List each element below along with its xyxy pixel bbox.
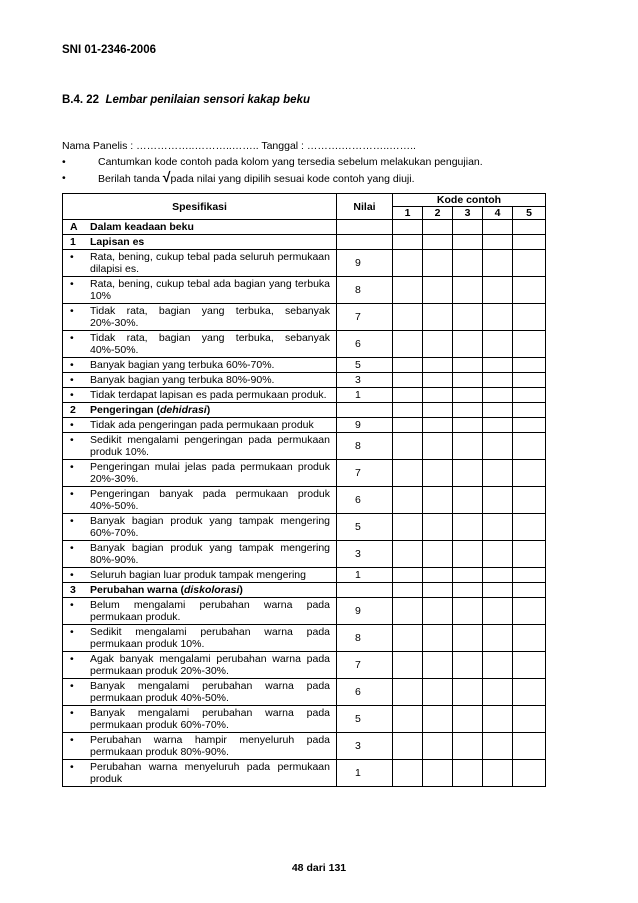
table-row [63, 598, 546, 625]
nilai-value: 3 [337, 541, 393, 568]
section-key: 2 [70, 404, 76, 416]
kode-contoh-entry-cell[interactable] [483, 760, 513, 787]
nilai-cell [337, 583, 393, 598]
section-heading-label: Pengeringan ( [90, 404, 161, 416]
nilai-value: 8 [337, 625, 393, 652]
bullet: • [62, 156, 66, 168]
bullet: • [70, 599, 74, 611]
specification-cell [63, 568, 337, 583]
kode-contoh-entry-cell[interactable] [453, 373, 483, 388]
kode-contoh-entry-cell[interactable] [393, 541, 423, 568]
table-row [63, 433, 546, 460]
kode-contoh-entry-cell [483, 220, 513, 235]
kode-contoh-entry-cell[interactable] [483, 541, 513, 568]
nilai-value: 9 [337, 250, 393, 277]
specification-text: Banyak mengalami perubahan warna pada permukaan produk 40%-50%. [90, 680, 330, 704]
specification-text: Tidak terdapat lapisan es pada permukaan produk. [90, 389, 327, 401]
kode-contoh-entry-cell[interactable] [513, 514, 546, 541]
nilai-value: 6 [337, 679, 393, 706]
kode-number: 3 [453, 207, 483, 220]
kode-contoh-entry-cell[interactable] [483, 460, 513, 487]
table-row [63, 250, 546, 277]
table-row [63, 373, 546, 388]
table-row [63, 652, 546, 679]
kode-contoh-entry-cell[interactable] [513, 541, 546, 568]
section-key: 1 [70, 236, 76, 248]
kode-contoh-entry-cell [393, 583, 423, 598]
specification-text: Tidak ada pengeringan pada permukaan produk [90, 419, 314, 431]
specification-text: Tidak rata, bagian yang terbuka, sebanyak 20%-30%. [90, 305, 330, 329]
bullet: • [70, 680, 74, 692]
bullet: • [70, 542, 74, 554]
nilai-value: 9 [337, 598, 393, 625]
kode-contoh-entry-cell [393, 235, 423, 250]
kode-contoh-entry-cell[interactable] [513, 388, 546, 403]
table-row [63, 331, 546, 358]
kode-contoh-entry-cell[interactable] [453, 760, 483, 787]
nilai-value: 7 [337, 652, 393, 679]
kode-contoh-entry-cell[interactable] [513, 760, 546, 787]
sensory-assessment-table [62, 193, 546, 787]
kode-contoh-entry-cell[interactable] [483, 331, 513, 358]
kode-contoh-entry-cell[interactable] [483, 733, 513, 760]
kode-contoh-entry-cell[interactable] [513, 706, 546, 733]
kode-contoh-entry-cell[interactable] [513, 304, 546, 331]
bullet: • [70, 251, 74, 263]
kode-contoh-entry-cell [483, 403, 513, 418]
kode-contoh-entry-cell[interactable] [513, 331, 546, 358]
nilai-value: 5 [337, 514, 393, 541]
nilai-cell [337, 220, 393, 235]
kode-contoh-entry-cell[interactable] [393, 568, 423, 583]
bullet: • [70, 419, 74, 431]
kode-contoh-entry-cell [423, 583, 453, 598]
nilai-value: 5 [337, 358, 393, 373]
kode-contoh-entry-cell[interactable] [423, 433, 453, 460]
kode-contoh-entry-cell[interactable] [453, 733, 483, 760]
specification-cell [63, 487, 337, 514]
kode-contoh-entry-cell [483, 583, 513, 598]
kode-contoh-entry-cell[interactable] [393, 373, 423, 388]
kode-contoh-entry-cell[interactable] [423, 331, 453, 358]
kode-contoh-entry-cell[interactable] [453, 460, 483, 487]
kode-contoh-entry-cell[interactable] [513, 679, 546, 706]
kode-contoh-entry-cell[interactable] [423, 358, 453, 373]
kode-contoh-entry-cell [513, 220, 546, 235]
kode-contoh-entry-cell[interactable] [423, 541, 453, 568]
kode-contoh-entry-cell [423, 235, 453, 250]
kode-contoh-entry-cell[interactable] [453, 598, 483, 625]
nilai-value: 3 [337, 733, 393, 760]
kode-contoh-entry-cell[interactable] [513, 277, 546, 304]
kode-contoh-entry-cell[interactable] [393, 250, 423, 277]
kode-contoh-entry-cell [423, 220, 453, 235]
table-section-row [63, 583, 546, 598]
bullet: • [70, 653, 74, 665]
kode-contoh-entry-cell[interactable] [423, 373, 453, 388]
kode-contoh-entry-cell[interactable] [393, 460, 423, 487]
document-code: SNI 01-2346-2006 [62, 44, 156, 56]
page-number: 48 dari 131 [291, 862, 347, 874]
section-number: B.4. 22 [62, 94, 100, 106]
specification-text: Sedikit mengalami perubahan warna pada permukaan produk 10%. [90, 626, 330, 650]
table-row [63, 418, 546, 433]
section-heading-suffix: ) [206, 404, 211, 416]
specification-text: Perubahan warna hampir menyeluruh pada permukaan produk 80%-90%. [90, 734, 330, 758]
kode-contoh-entry-cell[interactable] [483, 277, 513, 304]
kode-contoh-entry-cell[interactable] [393, 514, 423, 541]
specification-text: Belum mengalami perubahan warna pada permukaan produk. [90, 599, 330, 623]
specification-text: Seluruh bagian luar produk tampak mengering [90, 569, 306, 581]
bullet: • [70, 569, 74, 581]
instruction-text [98, 169, 415, 185]
specification-cell [63, 541, 337, 568]
instruction-text-pre: Berilah tanda [98, 173, 163, 185]
nilai-value: 6 [337, 487, 393, 514]
kode-contoh-entry-cell[interactable] [453, 514, 483, 541]
table-row [63, 706, 546, 733]
table-row [63, 487, 546, 514]
bullet: • [70, 305, 74, 317]
kode-contoh-entry-cell[interactable] [483, 706, 513, 733]
nilai-value: 1 [337, 760, 393, 787]
kode-contoh-entry-cell[interactable] [453, 568, 483, 583]
kode-contoh-entry-cell[interactable] [453, 418, 483, 433]
bullet: • [70, 332, 74, 344]
bullet: • [70, 761, 74, 773]
kode-contoh-entry-cell[interactable] [483, 358, 513, 373]
kode-contoh-entry-cell[interactable] [483, 373, 513, 388]
nilai-cell [337, 403, 393, 418]
kode-contoh-entry-cell[interactable] [423, 460, 453, 487]
specification-cell [63, 388, 337, 403]
table-row [63, 277, 546, 304]
nilai-value: 3 [337, 373, 393, 388]
table-row [63, 733, 546, 760]
kode-contoh-entry-cell[interactable] [483, 625, 513, 652]
column-header-nilai: Nilai [337, 194, 393, 220]
specification-text: Agak banyak mengalami perubahan warna pada permukaan produk 20%-30%. [90, 653, 330, 677]
kode-contoh-entry-cell[interactable] [513, 433, 546, 460]
kode-contoh-entry-cell[interactable] [453, 625, 483, 652]
kode-contoh-entry-cell[interactable] [393, 652, 423, 679]
table-row [63, 304, 546, 331]
specification-cell [63, 460, 337, 487]
bullet: • [70, 278, 74, 290]
kode-contoh-entry-cell[interactable] [423, 250, 453, 277]
kode-contoh-entry-cell[interactable] [393, 679, 423, 706]
kode-contoh-entry-cell[interactable] [453, 679, 483, 706]
nilai-value: 8 [337, 277, 393, 304]
kode-contoh-entry-cell[interactable] [393, 331, 423, 358]
kode-contoh-entry-cell[interactable] [393, 358, 423, 373]
kode-contoh-entry-cell[interactable] [423, 760, 453, 787]
kode-contoh-entry-cell [453, 583, 483, 598]
kode-contoh-entry-cell[interactable] [393, 433, 423, 460]
section-heading-cell [63, 583, 337, 598]
kode-contoh-entry-cell[interactable] [423, 568, 453, 583]
specification-cell [63, 373, 337, 388]
section-title [62, 94, 310, 106]
kode-contoh-entry-cell[interactable] [483, 598, 513, 625]
specification-text: Banyak bagian yang terbuka 80%-90%. [90, 374, 275, 386]
section-heading-cell [63, 403, 337, 418]
section-heading-label: Lapisan es [90, 236, 145, 248]
table-section-row [63, 403, 546, 418]
kode-contoh-entry-cell[interactable] [513, 358, 546, 373]
nilai-value: 1 [337, 388, 393, 403]
kode-contoh-entry-cell[interactable] [393, 487, 423, 514]
section-heading-cell [63, 235, 337, 250]
section-heading-text [90, 584, 243, 596]
kode-contoh-entry-cell[interactable] [423, 388, 453, 403]
specification-cell [63, 679, 337, 706]
kode-contoh-entry-cell [453, 403, 483, 418]
table-section-row [63, 220, 546, 235]
table-row [63, 760, 546, 787]
kode-contoh-entry-cell[interactable] [513, 598, 546, 625]
table-body [63, 220, 546, 787]
kode-contoh-entry-cell[interactable] [393, 760, 423, 787]
kode-contoh-entry-cell[interactable] [453, 388, 483, 403]
bullet: • [70, 626, 74, 638]
section-title-text: Lembar penilaian sensori kakap beku [105, 94, 310, 106]
kode-contoh-entry-cell[interactable] [453, 358, 483, 373]
bullet: • [70, 515, 74, 527]
kode-contoh-entry-cell[interactable] [513, 250, 546, 277]
specification-text: Pengeringan mulai jelas pada permukaan produk 20%-30%. [90, 461, 330, 485]
column-header-kode-contoh: Kode contoh [393, 194, 546, 207]
section-heading-text [90, 221, 194, 233]
kode-contoh-entry-cell[interactable] [513, 625, 546, 652]
nilai-value: 5 [337, 706, 393, 733]
kode-contoh-entry-cell[interactable] [483, 679, 513, 706]
table-row [63, 541, 546, 568]
bullet: • [70, 359, 74, 371]
kode-contoh-entry-cell [513, 235, 546, 250]
specification-text: Perubahan warna menyeluruh pada permukaan produk [90, 761, 330, 785]
specification-cell [63, 706, 337, 733]
kode-contoh-entry-cell[interactable] [513, 487, 546, 514]
bullet: • [70, 734, 74, 746]
table-row [63, 568, 546, 583]
kode-number: 1 [393, 207, 423, 220]
kode-contoh-entry-cell[interactable] [453, 304, 483, 331]
bullet: • [70, 461, 74, 473]
kode-contoh-entry-cell [393, 220, 423, 235]
bullet: • [70, 389, 74, 401]
kode-contoh-entry-cell[interactable] [453, 277, 483, 304]
specification-text: Banyak bagian yang terbuka 60%-70%. [90, 359, 275, 371]
bullet: • [62, 172, 66, 184]
section-heading-term: diskolorasi [183, 584, 240, 596]
kode-contoh-entry-cell[interactable] [423, 625, 453, 652]
specification-cell [63, 418, 337, 433]
kode-contoh-entry-cell[interactable] [453, 541, 483, 568]
section-heading-label: Dalam keadaan beku [90, 221, 194, 233]
specification-cell [63, 760, 337, 787]
specification-cell [63, 514, 337, 541]
nilai-cell [337, 235, 393, 250]
specification-cell [63, 625, 337, 652]
kode-contoh-entry-cell[interactable] [453, 706, 483, 733]
kode-contoh-entry-cell[interactable] [483, 250, 513, 277]
specification-cell [63, 598, 337, 625]
kode-contoh-entry-cell [513, 403, 546, 418]
kode-contoh-entry-cell[interactable] [393, 388, 423, 403]
nilai-value: 6 [337, 331, 393, 358]
kode-contoh-entry-cell[interactable] [393, 733, 423, 760]
kode-contoh-entry-cell[interactable] [393, 304, 423, 331]
kode-contoh-entry-cell[interactable] [483, 568, 513, 583]
section-heading-term: dehidrasi [160, 404, 207, 416]
kode-contoh-entry-cell[interactable] [393, 418, 423, 433]
kode-contoh-entry-cell [453, 220, 483, 235]
specification-text: Banyak bagian produk yang tampak mengering 60%-70%. [90, 515, 330, 539]
specification-text: Rata, bening, cukup tebal pada seluruh permukaan dilapisi es. [90, 251, 330, 275]
kode-contoh-entry-cell [453, 235, 483, 250]
kode-contoh-entry-cell[interactable] [453, 487, 483, 514]
panel-name-date-line: Nama Panelis : ……………..………..…….. Tanggal : ……….…………..…….. [62, 140, 416, 152]
kode-contoh-entry-cell[interactable] [513, 460, 546, 487]
specification-cell [63, 358, 337, 373]
kode-contoh-entry-cell[interactable] [393, 598, 423, 625]
specification-cell [63, 652, 337, 679]
kode-contoh-entry-cell[interactable] [483, 304, 513, 331]
kode-contoh-entry-cell[interactable] [423, 487, 453, 514]
nilai-value: 7 [337, 304, 393, 331]
kode-contoh-entry-cell[interactable] [513, 568, 546, 583]
kode-contoh-entry-cell[interactable] [483, 514, 513, 541]
kode-contoh-entry-cell[interactable] [393, 625, 423, 652]
kode-number: 5 [513, 207, 546, 220]
kode-contoh-entry-cell[interactable] [483, 433, 513, 460]
table-row [63, 679, 546, 706]
kode-number: 2 [423, 207, 453, 220]
instruction-text: Cantumkan kode contoh pada kolom yang tersedia sebelum melakukan pengujian. [98, 156, 483, 168]
specification-text: Tidak rata, bagian yang terbuka, sebanyak 40%-50%. [90, 332, 330, 356]
nilai-value: 7 [337, 460, 393, 487]
kode-contoh-entry-cell[interactable] [453, 652, 483, 679]
bullet: • [70, 374, 74, 386]
kode-contoh-entry-cell [423, 403, 453, 418]
table-row [63, 625, 546, 652]
kode-contoh-entry-cell[interactable] [453, 331, 483, 358]
kode-contoh-entry-cell[interactable] [423, 652, 453, 679]
kode-number: 4 [483, 207, 513, 220]
nilai-value: 8 [337, 433, 393, 460]
specification-text: Banyak bagian produk yang tampak mengering 80%-90%. [90, 542, 330, 566]
section-heading-suffix: ) [239, 584, 243, 596]
kode-contoh-entry-cell[interactable] [423, 514, 453, 541]
kode-contoh-entry-cell[interactable] [423, 598, 453, 625]
table-row [63, 388, 546, 403]
section-heading-text [90, 404, 210, 416]
nilai-value: 9 [337, 418, 393, 433]
check-mark-icon: √ [162, 169, 171, 185]
specification-cell [63, 250, 337, 277]
specification-text: Sedikit mengalami pengeringan pada permukaan produk 10%. [90, 434, 330, 458]
kode-contoh-entry-cell[interactable] [393, 706, 423, 733]
kode-contoh-entry-cell[interactable] [513, 652, 546, 679]
specification-cell [63, 277, 337, 304]
instruction-text-post: pada nilai yang dipilih sesuai kode contoh yang diuji. [170, 173, 415, 185]
section-key: 3 [70, 584, 76, 596]
kode-contoh-entry-cell[interactable] [483, 652, 513, 679]
kode-contoh-entry-cell[interactable] [423, 304, 453, 331]
kode-contoh-entry-cell[interactable] [453, 433, 483, 460]
kode-contoh-entry-cell[interactable] [483, 388, 513, 403]
kode-contoh-entry-cell [483, 235, 513, 250]
kode-contoh-entry-cell[interactable] [423, 418, 453, 433]
kode-contoh-entry-cell[interactable] [423, 733, 453, 760]
kode-contoh-entry-cell [393, 403, 423, 418]
kode-contoh-entry-cell[interactable] [423, 277, 453, 304]
specification-cell [63, 304, 337, 331]
kode-contoh-entry-cell[interactable] [453, 250, 483, 277]
section-heading-cell [63, 220, 337, 235]
specification-text: Banyak mengalami perubahan warna pada permukaan produk 60%-70%. [90, 707, 330, 731]
specification-cell [63, 331, 337, 358]
section-heading-text [90, 236, 144, 248]
section-heading-label: Perubahan warna ( [90, 584, 184, 596]
kode-contoh-entry-cell[interactable] [483, 487, 513, 514]
kode-contoh-entry-cell[interactable] [483, 418, 513, 433]
kode-contoh-entry-cell[interactable] [513, 733, 546, 760]
bullet: • [70, 707, 74, 719]
bullet: • [70, 434, 74, 446]
nilai-value: 1 [337, 568, 393, 583]
kode-contoh-entry-cell[interactable] [513, 373, 546, 388]
table-row [63, 358, 546, 373]
specification-cell [63, 433, 337, 460]
specification-text: Pengeringan banyak pada permukaan produk 40%-50%. [90, 488, 330, 512]
specification-text: Rata, bening, cukup tebal ada bagian yang terbuka 10% [90, 278, 330, 302]
kode-contoh-entry-cell [513, 583, 546, 598]
table-section-row [63, 235, 546, 250]
kode-contoh-entry-cell[interactable] [423, 679, 453, 706]
table-row [63, 514, 546, 541]
kode-contoh-entry-cell[interactable] [393, 277, 423, 304]
kode-contoh-entry-cell[interactable] [423, 706, 453, 733]
column-header-spec: Spesifikasi [63, 194, 337, 220]
kode-contoh-entry-cell[interactable] [513, 418, 546, 433]
bullet: • [70, 488, 74, 500]
specification-cell [63, 733, 337, 760]
section-key: A [70, 221, 78, 233]
table-row [63, 460, 546, 487]
